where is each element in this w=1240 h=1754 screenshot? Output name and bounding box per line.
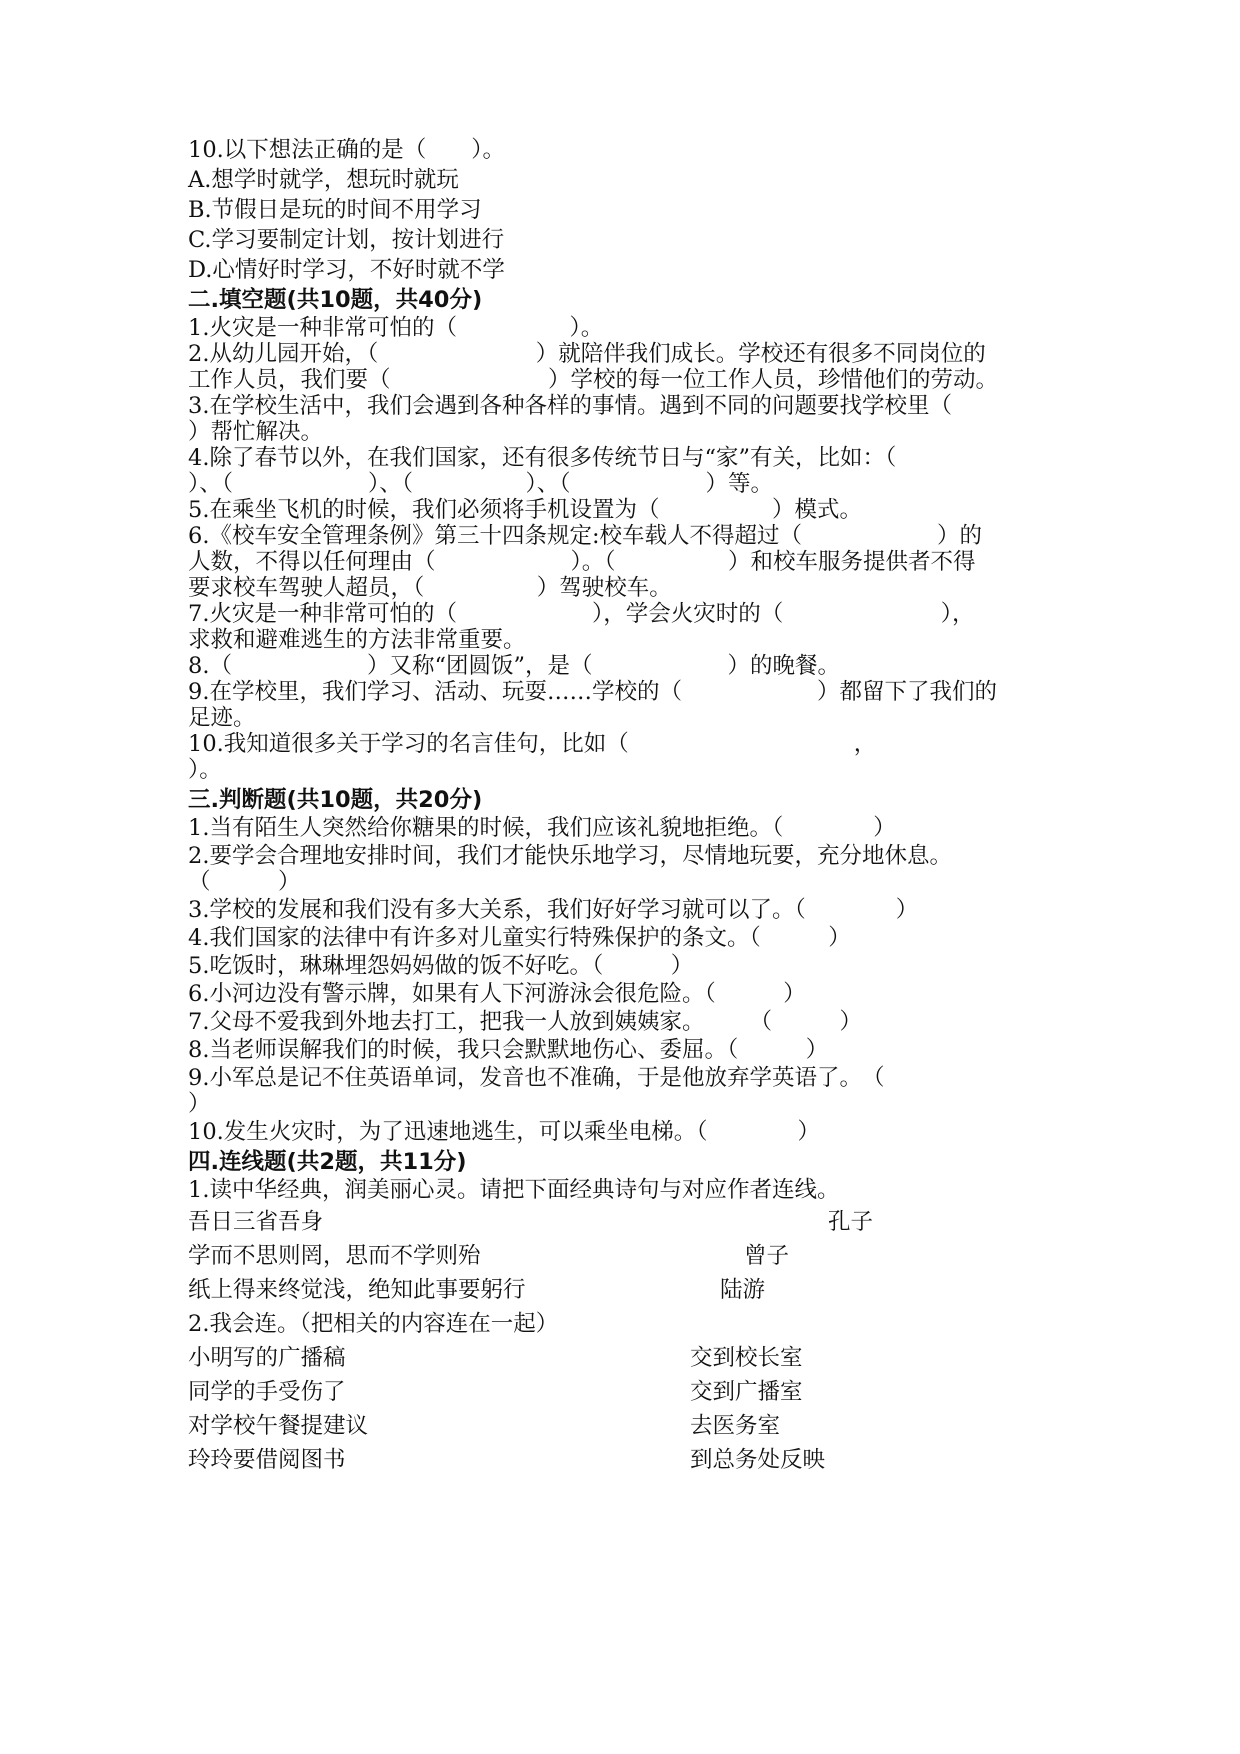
fill-line: 要求校车驾驶人超员，（ ）驾驶校车。 [188, 575, 672, 601]
judge-line: 7.父母不爱我到外地去打工，把我一人放到姨姨家。 （ ） [188, 1009, 862, 1035]
fill-line: ）、（ ）、（ ）、（ ）等。 [188, 471, 774, 497]
match-q1-left: 学而不思则罔，思而不学则殆 [188, 1243, 481, 1269]
fill-line: 5.在乘坐飞机的时候，我们必须将手机设置为（ ）模式。 [188, 497, 862, 523]
match-q1-left: 吾日三省吾身 [188, 1209, 324, 1235]
match-q2-left: 小明写的广播稿 [188, 1345, 346, 1371]
judge-line: （ ） [188, 869, 301, 895]
match-q2-right: 交到广播室 [690, 1379, 803, 1405]
fill-line: 7.火灾是一种非常可怕的（ ），学会火灾时的（ ）， [188, 601, 975, 627]
fill-line: 足迹。 [188, 705, 256, 731]
judge-line: 5.吃饭时，琳琳埋怨妈妈做的饭不好吃。（ ） [188, 953, 694, 979]
fill-line: 工作人员，我们要（ ）学校的每一位工作人员，珍惜他们的劳动。 [188, 367, 999, 393]
section4-title: 四.连线题(共2题，共11分) [188, 1149, 467, 1175]
judge-line: 2.要学会合理地安排时间，我们才能快乐地学习，尽情地玩要，充分地休息。 [188, 843, 952, 869]
judge-line: 6.小河边没有警示牌，如果有人下河游泳会很危险。（ ） [188, 981, 806, 1007]
match-q1-right: 曾子 [744, 1243, 790, 1269]
judge-line: 9.小军总是记不住英语单词，发音也不准确，于是他放弃学英语了。 （ [188, 1065, 885, 1091]
q10-option-b: B.节假日是玩的时间不用学习 [188, 197, 482, 223]
fill-line: ）帮忙解决。 [188, 419, 324, 445]
judge-line: 1.当有陌生人突然给你糖果的时候，我们应该礼貌地拒绝。（ ） [188, 815, 896, 841]
match-q2-right: 去医务室 [690, 1413, 781, 1439]
match-q1-right: 陆游 [720, 1277, 766, 1303]
fill-line: 6.《校车安全管理条例》第三十四条规定:校车载人不得超过（ ）的 [188, 523, 983, 549]
judge-line: 3.学校的发展和我们没有多大关系，我们好好学习就可以了。（ ） [188, 897, 919, 923]
q10-option-d: D.心情好时学习，不好时就不学 [188, 257, 505, 283]
match-q2-right: 到总务处反映 [690, 1447, 826, 1473]
q10-option-a: A.想学时就学，想玩时就玩 [188, 167, 459, 193]
q10-option-c: C.学习要制定计划，按计划进行 [188, 227, 505, 253]
fill-line: 10.我知道很多关于学习的名言佳句，比如（ ， [188, 731, 877, 757]
fill-line: 4.除了春节以外，在我们国家，还有很多传统节日与“家”有关，比如：（ [188, 445, 897, 471]
match-q1-stem: 1.读中华经典，润美丽心灵。请把下面经典诗句与对应作者连线。 [188, 1177, 840, 1203]
match-q2-left: 玲玲要借阅图书 [188, 1447, 346, 1473]
section2-title: 二.填空题(共10题，共40分) [188, 287, 483, 313]
judge-line: ） [188, 1091, 211, 1117]
q10-stem: 10.以下想法正确的是（ ）。 [188, 137, 506, 163]
judge-line: 8.当老师误解我们的时候，我只会默默地伤心、委屈。（ ） [188, 1037, 829, 1063]
judge-line: 10.发生火灾时，为了迅速地逃生，可以乘坐电梯。（ ） [188, 1119, 821, 1145]
match-q2-right: 交到校长室 [690, 1345, 803, 1371]
fill-line: 3.在学校生活中，我们会遇到各种各样的事情。遇到不同的问题要找学校里（ [188, 393, 952, 419]
match-q2-left: 同学的手受伤了 [188, 1379, 346, 1405]
section3-title: 三.判断题(共10题，共20分) [188, 787, 483, 813]
match-q1-left: 纸上得来终觉浅，绝知此事要躬行 [188, 1277, 526, 1303]
fill-line: 人数，不得以任何理由（ ）。（ ）和校车服务提供者不得 [188, 549, 976, 575]
match-q1-right: 孔子 [828, 1209, 874, 1235]
fill-line: 求救和避难逃生的方法非常重要。 [188, 627, 526, 653]
match-q2-left: 对学校午餐提建议 [188, 1413, 369, 1439]
fill-line: ）。 [188, 757, 222, 783]
fill-line: 1.火灾是一种非常可怕的（ ）。 [188, 315, 604, 341]
judge-line: 4.我们国家的法律中有许多对儿童实行特殊保护的条文。（ ） [188, 925, 851, 951]
fill-line: 8.（ ）又称“团圆饭”，是（ ）的晚餐。 [188, 653, 840, 679]
fill-line: 9.在学校里，我们学习、活动、玩耍……学校的（ ）都留下了我们的 [188, 679, 997, 705]
fill-line: 2.从幼儿园开始，（ ）就陪伴我们成长。学校还有很多不同岗位的 [188, 341, 986, 367]
match-q2-stem: 2.我会连。（把相关的内容连在一起） [188, 1311, 559, 1337]
